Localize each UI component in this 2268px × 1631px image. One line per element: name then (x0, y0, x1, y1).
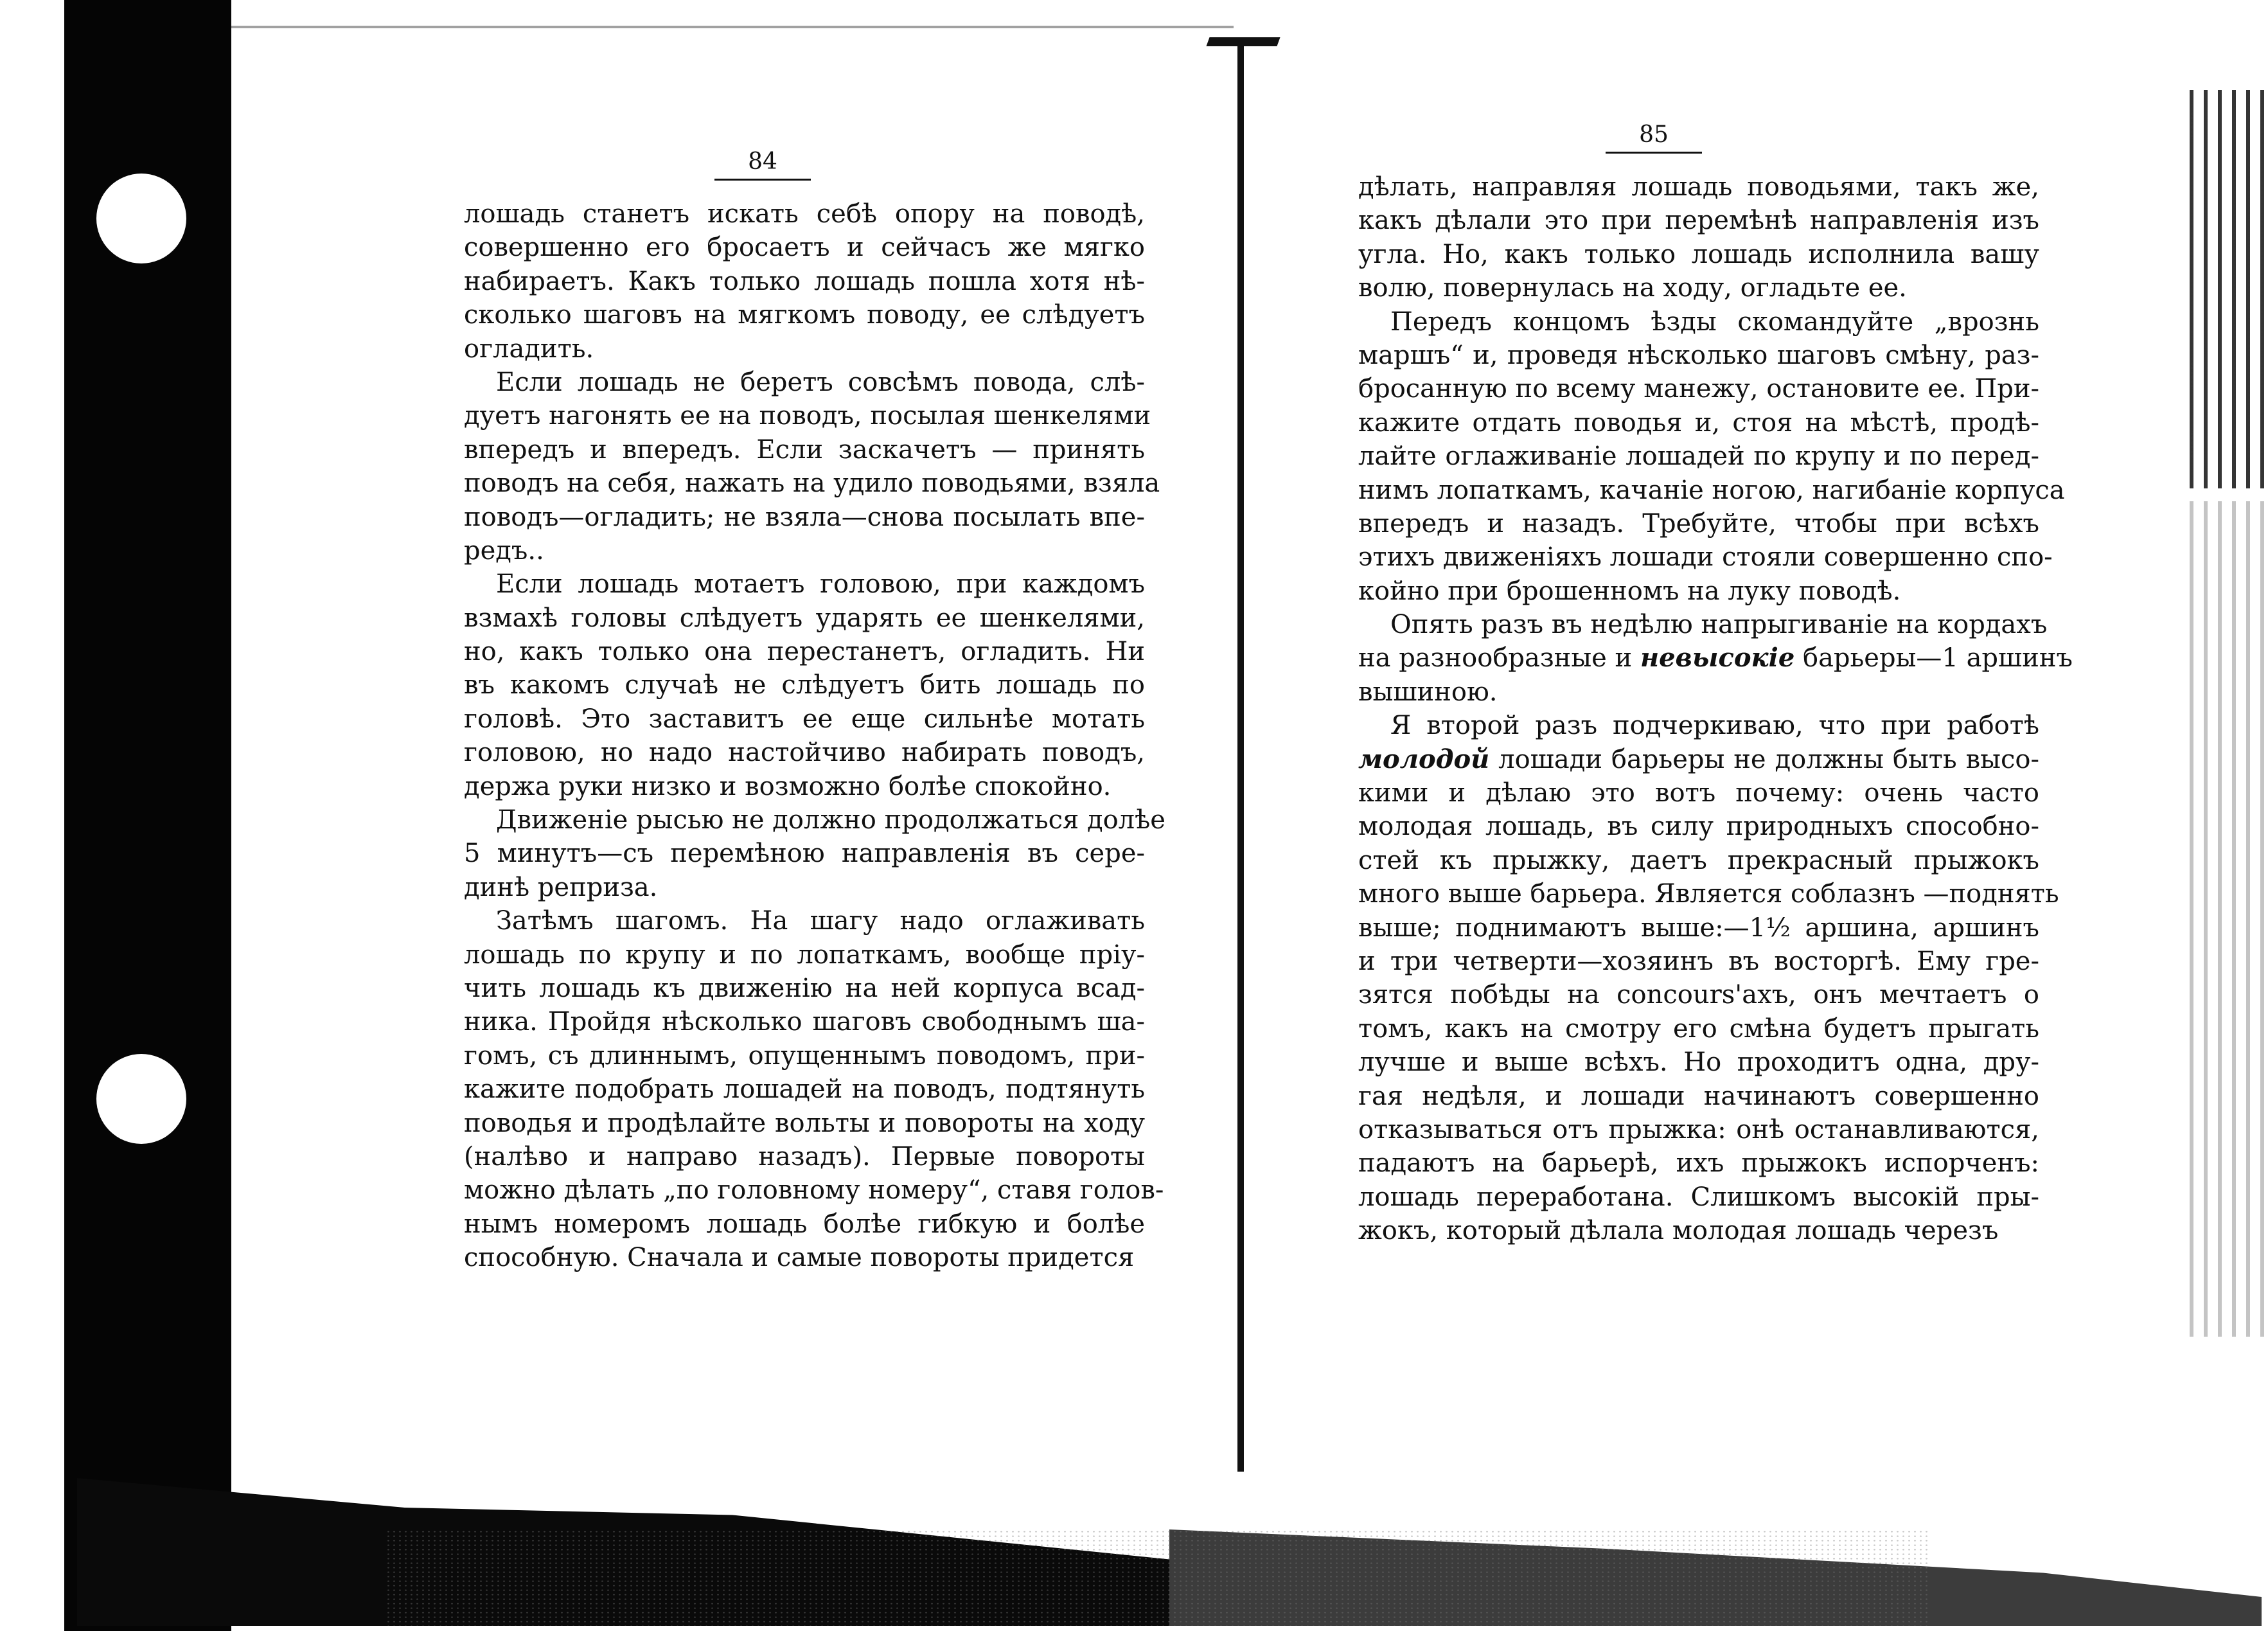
scan-top-edge (231, 26, 1234, 28)
text-line: молодая лошадь, въ силу природныхъ способно- (1358, 812, 2039, 842)
text-line: нымъ номеромъ лошадь болѣе гибкую и болѣе (464, 1209, 1145, 1239)
text-line: (налѣво и направо назадъ). Первые повороты (464, 1141, 1145, 1172)
text-line: головою, но надо настойчиво набирать поводъ, (464, 738, 1145, 768)
text-line: сколько шаговъ на мягкомъ поводу, ее слѣдуетъ (464, 300, 1145, 330)
right-page (1358, 121, 2073, 1248)
text-line: Если лошадь не беретъ совсѣмъ повода, слѣ- (496, 367, 1145, 397)
page-number: 85 (1606, 122, 1702, 154)
text-line: лошадь переработана. Слишкомъ высокій пры- (1358, 1182, 2039, 1212)
book-gutter (1237, 39, 1244, 1472)
text-line: томъ, какъ на смотру его смѣна будетъ прыгать (1358, 1013, 2039, 1044)
text-line: лучше и выше всѣхъ. Но проходитъ одна, дру- (1358, 1047, 2039, 1078)
text-line: угла. Но, какъ только лошадь исполнила вашу (1358, 239, 2039, 269)
text-line: кими и дѣлаю это вотъ почему: очень часто (1358, 778, 2039, 808)
scan-edge-marks-right (2190, 90, 2267, 488)
text-line: нимъ лопаткамъ, качаніе ногою, нагибаніе корпуса (1358, 475, 2065, 505)
text-line: поводья и продѣлайте вольты и повороты на ходу (464, 1108, 1145, 1138)
text-line: головѣ. Это заставитъ ее еще сильнѣе мотать (464, 704, 1145, 734)
punch-hole-lower (96, 1054, 186, 1144)
text-line: въ какомъ случаѣ не слѣдуетъ бить лошадь по (464, 670, 1145, 700)
text-line: динѣ реприза. (464, 872, 658, 902)
text-line: жокъ, который дѣлала молодая лошадь черезъ (1358, 1216, 1999, 1246)
text-line: поводъ—огладить; не взяла—снова посылать впе- (464, 502, 1145, 532)
text-line: держа руки низко и возможно болѣе спокойно. (464, 771, 1112, 801)
text-line: стей къ прыжку, даетъ прекрасный прыжокъ (1358, 845, 2039, 875)
text-line: способную. Сначала и самые повороты придется (464, 1243, 1135, 1273)
emphasized-word: невысокіе (1640, 643, 1795, 673)
text-line: гая недѣля, и лошади начинаютъ совершенно (1358, 1081, 2039, 1111)
text-line: этихъ движеніяхъ лошади стояли совершенно спо- (1358, 542, 2053, 573)
text-line: много выше барьера. Является соблазнъ —поднять (1358, 879, 2059, 909)
emphasized-word: молодой (1358, 744, 1490, 774)
text-line: Я второй разъ подчеркиваю, что при работѣ (1390, 711, 2039, 741)
text-line: впередъ и впередъ. Если заскачетъ — принять (464, 434, 1145, 465)
text-line: можно дѣлать „по головному номеру“, ставя голов- (464, 1175, 1164, 1206)
text-line: падаютъ на барьерѣ, ихъ прыжокъ испорченъ: (1358, 1148, 2039, 1179)
text-line: чить лошадь къ движенію на ней корпуса всад- (464, 973, 1145, 1003)
text-line: Если лошадь мотаетъ головою, при каждомъ (496, 569, 1145, 600)
text-line: маршъ“ и, проведя нѣсколько шаговъ смѣну, раз- (1358, 340, 2039, 370)
text-line: гомъ, съ длиннымъ, опущеннымъ поводомъ, при- (464, 1040, 1145, 1071)
page-number: 84 (714, 149, 811, 181)
text-line: Опять разъ въ недѣлю напрыгиваніе на кордахъ (1390, 610, 2048, 640)
text-line: лошадь станетъ искать себѣ опору на поводѣ, (464, 199, 1145, 229)
right-page-body (1358, 170, 2073, 1248)
text-line: отказываться отъ прыжка: онѣ останавливаются, (1358, 1114, 2039, 1145)
text-line: редъ.. (464, 535, 544, 566)
punch-hole-upper (96, 174, 186, 263)
text-line: какъ дѣлали это при перемѣнѣ направленія изъ (1358, 206, 2039, 236)
text-line: вышиною. (1358, 677, 1498, 707)
text-line: кажите подобрать лошадей на поводъ, подтянуть (464, 1074, 1145, 1105)
text-line: взмахѣ головы слѣдуетъ ударять ее шенкелями, (464, 603, 1145, 633)
text-line: волю, повернулась на ходу, огладьте ее. (1358, 273, 1907, 303)
text-line: на разнообразные и невысокіе барьеры—1 аршинъ (1358, 643, 2073, 673)
text-line: огладить. (464, 334, 594, 364)
text-line: и три четверти—хозяинъ въ восторгѣ. Ему гре- (1358, 946, 2039, 976)
text-line: поводъ на себя, нажать на удило поводьями, взяла (464, 468, 1160, 499)
text-line: набираетъ. Какъ только лошадь пошла хотя нѣ- (464, 266, 1145, 296)
gutter-top-mark (1206, 37, 1280, 46)
left-page (464, 148, 1165, 1275)
text-line: молодой лошади барьеры не должны быть высо- (1358, 744, 2039, 774)
text-line: дуетъ нагонять ее на поводъ, посылая шенкелями (464, 401, 1151, 431)
scan-noise-bottom (385, 1529, 1927, 1626)
text-line: совершенно его бросаетъ и сейчасъ же мягко (464, 233, 1145, 263)
text-line: ника. Пройдя нѣсколько шаговъ свободнымъ ша- (464, 1007, 1145, 1037)
text-line: выше; поднимаютъ выше:—1½ аршина, аршинъ (1358, 913, 2039, 943)
text-line: впередъ и назадъ. Требуйте, чтобы при всѣхъ (1358, 508, 2039, 539)
text-line: лошадь по крупу и по лопаткамъ, вообще пріу- (464, 940, 1145, 970)
scan-edge-marks-right-lower (2190, 501, 2267, 1337)
text-line: но, какъ только она перестанетъ, огладить. Ни (464, 637, 1145, 667)
text-line: зятся побѣды на concours'ахъ, онъ мечтаетъ о (1358, 980, 2039, 1010)
text-line: лайте оглаживаніе лошадей по крупу и по перед- (1358, 441, 2039, 472)
text-line: койно при брошенномъ на луку поводѣ. (1358, 576, 1901, 606)
text-line: Затѣмъ шагомъ. На шагу надо оглаживать (496, 906, 1145, 936)
text-line: кажите отдать поводья и, стоя на мѣстѣ, продѣ- (1358, 407, 2039, 438)
text-line: дѣлать, направляя лошадь поводьями, такъ же, (1358, 172, 2039, 202)
text-line: Передъ концомъ ѣзды скомандуйте „врознь (1390, 307, 2039, 337)
text-line: 5 минутъ—съ перемѣною направленія въ сере- (464, 839, 1145, 869)
left-page-body (464, 197, 1165, 1275)
text-line: Движеніе рысью не должно продолжаться долѣе (496, 805, 1165, 835)
text-line: бросанную по всему манежу, остановите ее. При- (1358, 374, 2039, 404)
